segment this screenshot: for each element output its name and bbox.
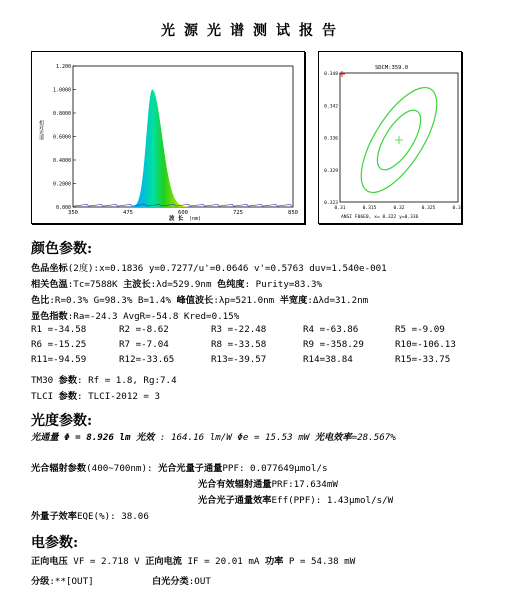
cie-chart-panel bbox=[318, 51, 462, 224]
cct-line: 相关色温:Tc=7588K 主波长:λd=529.9nm 色纯度: Purity=83.3% bbox=[31, 279, 323, 290]
r-value: R15=-33.75 bbox=[395, 354, 451, 365]
spectrum-curve bbox=[119, 90, 200, 208]
color-ratio-line: 色比:R=0.3% G=98.3% B=1.4% 峰值波长:λp=521.0nm 半宽度:Δλd=31.2nm bbox=[31, 295, 369, 306]
r-value: R4 =-63.86 bbox=[303, 324, 359, 335]
spectrum-xunit: (nm) bbox=[189, 216, 202, 222]
spectrum-ytick-label: 1.0000 bbox=[52, 87, 71, 94]
cie-ytick-label: 0.348 bbox=[324, 72, 338, 77]
chromaticity-line: 色品坐标(2度):x=0.1836 y=0.7277/u'=0.0646 v'=0.5763 duv=1.540e-001 bbox=[31, 263, 387, 274]
white-class-line: 白光分类:OUT bbox=[152, 576, 211, 587]
color-heading: 颜色参数: bbox=[31, 241, 93, 257]
spectrum-xtick-label: 600 bbox=[178, 210, 188, 216]
r-value: R10=-106.13 bbox=[395, 339, 456, 350]
r-value: R3 =-22.48 bbox=[211, 324, 267, 335]
eff-ppf-line: 光合光子通量效率Eff(PPF): 1.43μmol/s/W bbox=[198, 495, 394, 506]
spectrum-ytick-label: 0.4000 bbox=[52, 158, 71, 164]
prf-line: 光合有效辐射通量PRF:17.634mW bbox=[198, 479, 338, 490]
tlci-line: TLCI 参数: TLCI-2012 = 3 bbox=[31, 391, 161, 402]
cie-xtick-label: 0.32 bbox=[393, 206, 405, 211]
r-value: R14=38.84 bbox=[303, 354, 353, 365]
cie-ytick-label: 0.336 bbox=[324, 136, 338, 142]
grade-line: 分级:**[OUT] bbox=[31, 576, 94, 587]
r-value: R1 =-34.58 bbox=[31, 324, 87, 335]
spectrum-noise bbox=[74, 204, 292, 206]
spectrum-ytick-label: 0.000 bbox=[55, 205, 71, 211]
r-value: R9 =-358.29 bbox=[303, 339, 364, 350]
spectrum-chart bbox=[32, 52, 304, 223]
spectrum-ytick-label: 0.2000 bbox=[52, 181, 71, 188]
spectrum-xtick-label: 475 bbox=[123, 210, 133, 216]
cie-ytick-label: 0.342 bbox=[324, 104, 338, 110]
cie-xtick-label: 0.33 bbox=[452, 206, 464, 211]
spectrum-ytick-label: 0.6000 bbox=[52, 134, 71, 141]
eqe-line: 外量子效率EQE(%): 38.06 bbox=[31, 511, 149, 522]
r-value: R8 =-33.58 bbox=[211, 339, 267, 350]
report-title: 光源光谱测试报告 bbox=[161, 23, 345, 39]
spectrum-xtick-label: 850 bbox=[288, 210, 298, 216]
cie-chart bbox=[319, 52, 464, 223]
spectrum-ylabel: 相对光谱 bbox=[38, 120, 44, 140]
photometric-heading: 光度参数: bbox=[31, 413, 93, 429]
photometric-line: 光通量 Φ = 8.926 lm 光效 : 164.16 lm/W Φe = 15.53 mW 光电效率=28.567% bbox=[31, 432, 396, 443]
par-line: 光合辐射参数(400~700nm): 光合光量子通量PPF: 0.077649μmol/s bbox=[31, 463, 328, 474]
spectrum-xlabel: 波 长 bbox=[169, 216, 184, 222]
cie-title: SDCM:359.0 bbox=[375, 65, 409, 71]
spectrum-chart-panel bbox=[31, 51, 305, 224]
r-value: R11=-94.59 bbox=[31, 354, 87, 365]
spectrum-xtick-label: 725 bbox=[233, 210, 243, 216]
r-value: R6 =-15.25 bbox=[31, 339, 87, 350]
cie-xtick-label: 0.325 bbox=[421, 206, 436, 211]
cie-ytick-label: 0.329 bbox=[324, 168, 338, 174]
cie-footer: ANSI F06E0, x= 0.322 y=0.336 bbox=[341, 215, 419, 220]
cie-ytick-label: 0.323 bbox=[324, 201, 338, 206]
tm30-line: TM30 参数: Rf = 1.8, Rg:7.4 bbox=[31, 375, 177, 386]
cri-line: 显色指数:Ra=-24.3 AvgR=-54.8 Kred=0.15% bbox=[31, 311, 240, 322]
cie-xtick-label: 0.31 bbox=[334, 206, 346, 211]
spectrum-plot-area bbox=[73, 66, 293, 207]
spectrum-xtick-label: 350 bbox=[68, 210, 78, 216]
r-value: R13=-39.57 bbox=[211, 354, 267, 365]
spectrum-ytick-label: 1.200 bbox=[55, 64, 71, 70]
r-value: R7 =-7.04 bbox=[119, 339, 169, 350]
r-value: R2 =-8.62 bbox=[119, 324, 169, 335]
r-value: R5 =-9.09 bbox=[395, 324, 445, 335]
r-value: R12=-33.65 bbox=[119, 354, 175, 365]
cie-xtick-label: 0.315 bbox=[362, 206, 377, 211]
electrical-heading: 电参数: bbox=[31, 535, 79, 551]
electrical-line: 正向电压 VF = 2.718 V 正向电流 IF = 20.01 mA 功率 P = 54.38 mW bbox=[31, 556, 356, 567]
spectrum-ytick-label: 0.8000 bbox=[52, 111, 71, 117]
